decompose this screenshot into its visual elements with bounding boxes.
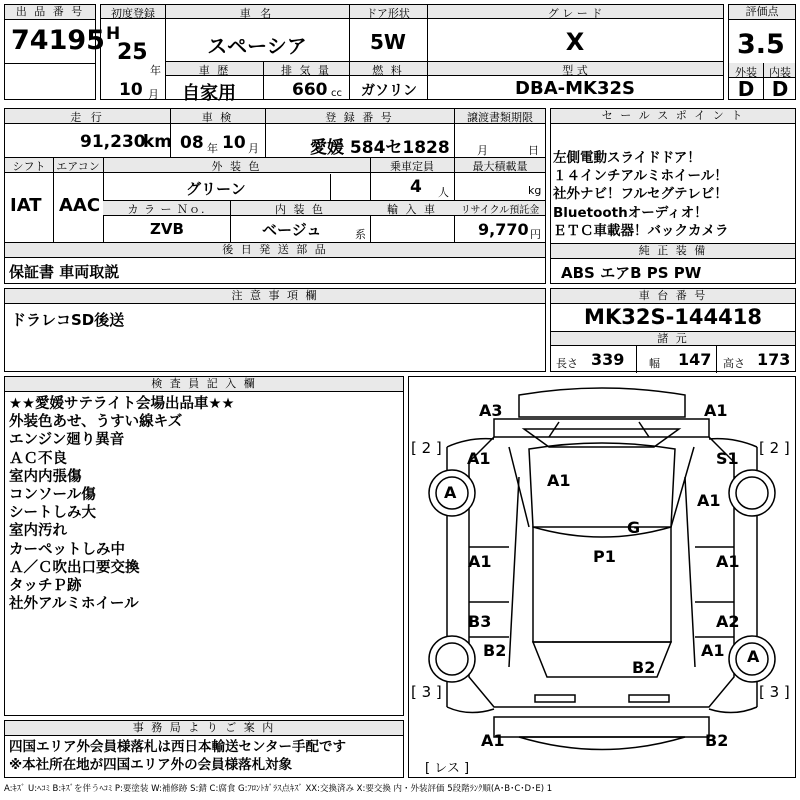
car-diagram bbox=[408, 376, 796, 778]
inspector-line: タッチＰ跡 bbox=[9, 578, 82, 595]
length-label: 長さ bbox=[556, 357, 578, 370]
score-box bbox=[728, 4, 796, 100]
history: 自家用 bbox=[182, 83, 236, 104]
mileage: 91,230 bbox=[80, 132, 146, 152]
inspector-label: 検 査 員 記 入 欄 bbox=[5, 377, 403, 392]
bracket-fl: [ 2 ] bbox=[411, 439, 442, 457]
width-label: 幅 bbox=[649, 357, 660, 370]
equipment: ABS エアB PS PW bbox=[561, 264, 702, 282]
history-label: 車 歴 bbox=[198, 64, 231, 77]
later-parts-label: 後 日 発 送 部 品 bbox=[5, 243, 545, 258]
lot-label: 出 品 番 号 bbox=[5, 5, 95, 20]
int-color: ベージュ bbox=[262, 221, 322, 239]
damage-mark: S1 bbox=[716, 449, 739, 468]
damage-mark: A1 bbox=[716, 552, 740, 571]
car-outline-svg bbox=[409, 377, 795, 777]
plate-label: 登 録 番 号 bbox=[325, 111, 394, 124]
lot-box bbox=[4, 4, 105, 100]
chassis-box bbox=[550, 288, 796, 372]
first-reg-year: 25 bbox=[117, 40, 148, 65]
shift: IAT bbox=[10, 195, 42, 216]
inspection-month: 10 bbox=[222, 133, 246, 153]
office-box bbox=[4, 720, 404, 778]
damage-mark: A2 bbox=[716, 612, 740, 631]
inspector-line: 外装色あせ、うすい線キズ bbox=[9, 414, 183, 431]
inspector-line: 室内内張傷 bbox=[9, 468, 82, 485]
displacement-unit: cc bbox=[331, 88, 342, 99]
inspection-label: 車 検 bbox=[201, 111, 234, 124]
load-label: 最大積載量 bbox=[472, 160, 528, 173]
capacity: 4 bbox=[410, 177, 422, 197]
door-label: ドア形状 bbox=[366, 7, 410, 20]
score-label: 評価点 bbox=[729, 5, 795, 20]
chassis-number: MK32S-144418 bbox=[584, 305, 762, 329]
inspector-line: コンソール傷 bbox=[9, 487, 96, 504]
int-score-label: 内装 bbox=[769, 66, 791, 79]
damage-mark: A1 bbox=[481, 731, 505, 750]
recycle-label: リサイクル預託金 bbox=[460, 205, 540, 216]
inspector-line: 社外アルミホイール bbox=[9, 596, 139, 613]
ext-score-label: 外装 bbox=[735, 66, 757, 79]
car-name-label: 車 名 bbox=[239, 7, 275, 20]
notes: ドラレコSD後送 bbox=[11, 311, 125, 329]
recycle-unit: 円 bbox=[530, 228, 541, 241]
recycle: 9,770 bbox=[478, 220, 529, 239]
shift-label: シフト bbox=[12, 160, 46, 173]
ext-color-label: 外 装 色 bbox=[211, 160, 262, 173]
inspector-line: カーペットしみ中 bbox=[9, 541, 125, 558]
inspector-line: ★★愛媛サテライト会場出品車★★ bbox=[9, 396, 235, 412]
sales-point: １４インチアルミホイール！ bbox=[553, 168, 728, 185]
inspector-line: ＡＣ不良 bbox=[9, 450, 67, 467]
equipment-label: 純 正 装 備 bbox=[551, 244, 795, 259]
inspection-year-unit: 年 bbox=[207, 142, 218, 155]
transfer-day-unit: 日 bbox=[528, 144, 539, 157]
model-label: 型 式 bbox=[562, 64, 588, 77]
damage-mark: A1 bbox=[468, 552, 492, 571]
fuel-label: 燃 料 bbox=[372, 64, 404, 77]
damage-mark: B2 bbox=[705, 731, 729, 750]
score-value: 3.5 bbox=[737, 29, 785, 60]
ac-label: エアコン bbox=[56, 160, 100, 173]
capacity-unit: 人 bbox=[438, 186, 449, 199]
dims-label: 諸 元 bbox=[551, 331, 795, 346]
load-unit: kg bbox=[528, 184, 542, 197]
inspector-box bbox=[4, 376, 404, 716]
damage-mark: B2 bbox=[632, 658, 656, 677]
office-notes bbox=[9, 738, 346, 774]
sales-points-label: セ ー ル ス ポ イ ン ト bbox=[551, 109, 795, 124]
damage-mark: A1 bbox=[697, 491, 721, 510]
damage-mark: A1 bbox=[701, 641, 725, 660]
height: 173 bbox=[757, 350, 791, 369]
capacity-label: 乗車定員 bbox=[390, 160, 434, 173]
transfer-label: 譲渡書類期限 bbox=[467, 111, 533, 124]
grade: X bbox=[565, 28, 585, 56]
sales-points-list bbox=[553, 149, 729, 240]
damage-legend: A:ｷｽﾞ U:ﾍｺﾐ B:ｷｽﾞを伴うﾍｺﾐ P:要塗装 W:補修跡 S:錆 C:腐食 G:ﾌﾛﾝﾄｶﾞﾗｽ点ｷｽﾞ XX:交換済み X:要交換 内・外装評価 5段階ﾗﾝｸ順(A･B･C･D･E) 1 bbox=[4, 784, 553, 794]
damage-mark: A bbox=[444, 483, 457, 502]
inspector-line: エンジン廻り異音 bbox=[9, 432, 125, 449]
displacement-label: 排 気 量 bbox=[281, 64, 331, 77]
length: 339 bbox=[591, 350, 625, 369]
grade-label: グ レ ー ド bbox=[547, 7, 603, 20]
first-reg-label: 初度登録 bbox=[111, 7, 155, 20]
sales-point: Bluetoothオーディオ！ bbox=[553, 204, 708, 221]
color-no-label: カ ラ ー Ｎｏ. bbox=[127, 203, 206, 216]
sales-point: 社外ナビ！フルセグテレビ！ bbox=[553, 186, 728, 203]
inspector-line: シートしみ大 bbox=[9, 505, 96, 522]
sales-point: ＥＴＣ車載器！バックカメラ bbox=[553, 222, 729, 239]
damage-mark: B2 bbox=[483, 641, 507, 660]
inspector-line: Ａ／Ｃ吹出口要交換 bbox=[9, 559, 140, 576]
int-color-label: 内 装 色 bbox=[275, 203, 325, 216]
car-name: スペーシア bbox=[207, 34, 307, 58]
office-label: 事 務 局 よ り ご 案 内 bbox=[5, 721, 403, 736]
int-score: D bbox=[771, 77, 789, 101]
ext-color: グリーン bbox=[186, 180, 246, 198]
damage-mark: P1 bbox=[593, 547, 616, 566]
plate: 愛媛 584セ1828 bbox=[310, 138, 450, 158]
model: DBA-MK32S bbox=[515, 78, 635, 99]
first-reg-year-unit: 年 bbox=[150, 64, 161, 77]
width: 147 bbox=[678, 350, 712, 369]
first-reg-month-unit: 月 bbox=[148, 88, 159, 101]
first-reg-month: 10 bbox=[119, 80, 143, 100]
bracket-fr: [ 2 ] bbox=[759, 439, 790, 457]
damage-mark: A1 bbox=[704, 401, 728, 420]
ac: AAC bbox=[59, 195, 101, 216]
mileage-label: 走 行 bbox=[70, 111, 105, 124]
mileage-unit: km bbox=[143, 132, 173, 152]
import-label: 輸 入 車 bbox=[387, 203, 437, 216]
damage-mark: B3 bbox=[468, 612, 492, 631]
damage-mark: A1 bbox=[547, 471, 571, 490]
door-type: 5W bbox=[370, 30, 406, 54]
inspection-year: 08 bbox=[180, 133, 204, 153]
inspector-notes bbox=[9, 395, 235, 613]
bracket-rear: [ レス ] bbox=[425, 761, 470, 776]
later-parts: 保証書 車両取説 bbox=[9, 263, 120, 281]
first-reg-era: H bbox=[106, 24, 121, 44]
ext-score: D bbox=[737, 77, 755, 101]
chassis-label: 車 台 番 号 bbox=[551, 289, 795, 304]
damage-mark: A1 bbox=[467, 449, 491, 468]
notes-box bbox=[4, 288, 546, 372]
damage-mark: A3 bbox=[479, 401, 503, 420]
sales-points-box bbox=[550, 108, 796, 284]
bracket-rr: [ 3 ] bbox=[759, 683, 790, 701]
inspection-month-unit: 月 bbox=[248, 142, 259, 155]
notes-label: 注 意 事 項 欄 bbox=[5, 289, 545, 304]
damage-mark: A bbox=[747, 647, 760, 666]
color-no: ZVB bbox=[150, 220, 184, 238]
inspector-line: 室内汚れ bbox=[9, 523, 67, 540]
office-line: ※本社所在地が四国エリア外の会員様落札対象 bbox=[9, 757, 293, 774]
fuel: ガソリン bbox=[361, 83, 417, 99]
lot-number: 74195 bbox=[11, 25, 105, 56]
bracket-rl: [ 3 ] bbox=[411, 683, 442, 701]
damage-mark: G bbox=[627, 518, 641, 537]
transfer-month-unit: 月 bbox=[477, 144, 488, 157]
height-label: 高さ bbox=[723, 357, 745, 370]
displacement: 660 bbox=[292, 80, 328, 100]
sales-point: 左側電動スライドドア！ bbox=[553, 150, 701, 166]
office-line: 四国エリア外会員様落札は西日本輸送センター手配です bbox=[9, 739, 346, 755]
int-color-suffix: 系 bbox=[355, 228, 366, 241]
